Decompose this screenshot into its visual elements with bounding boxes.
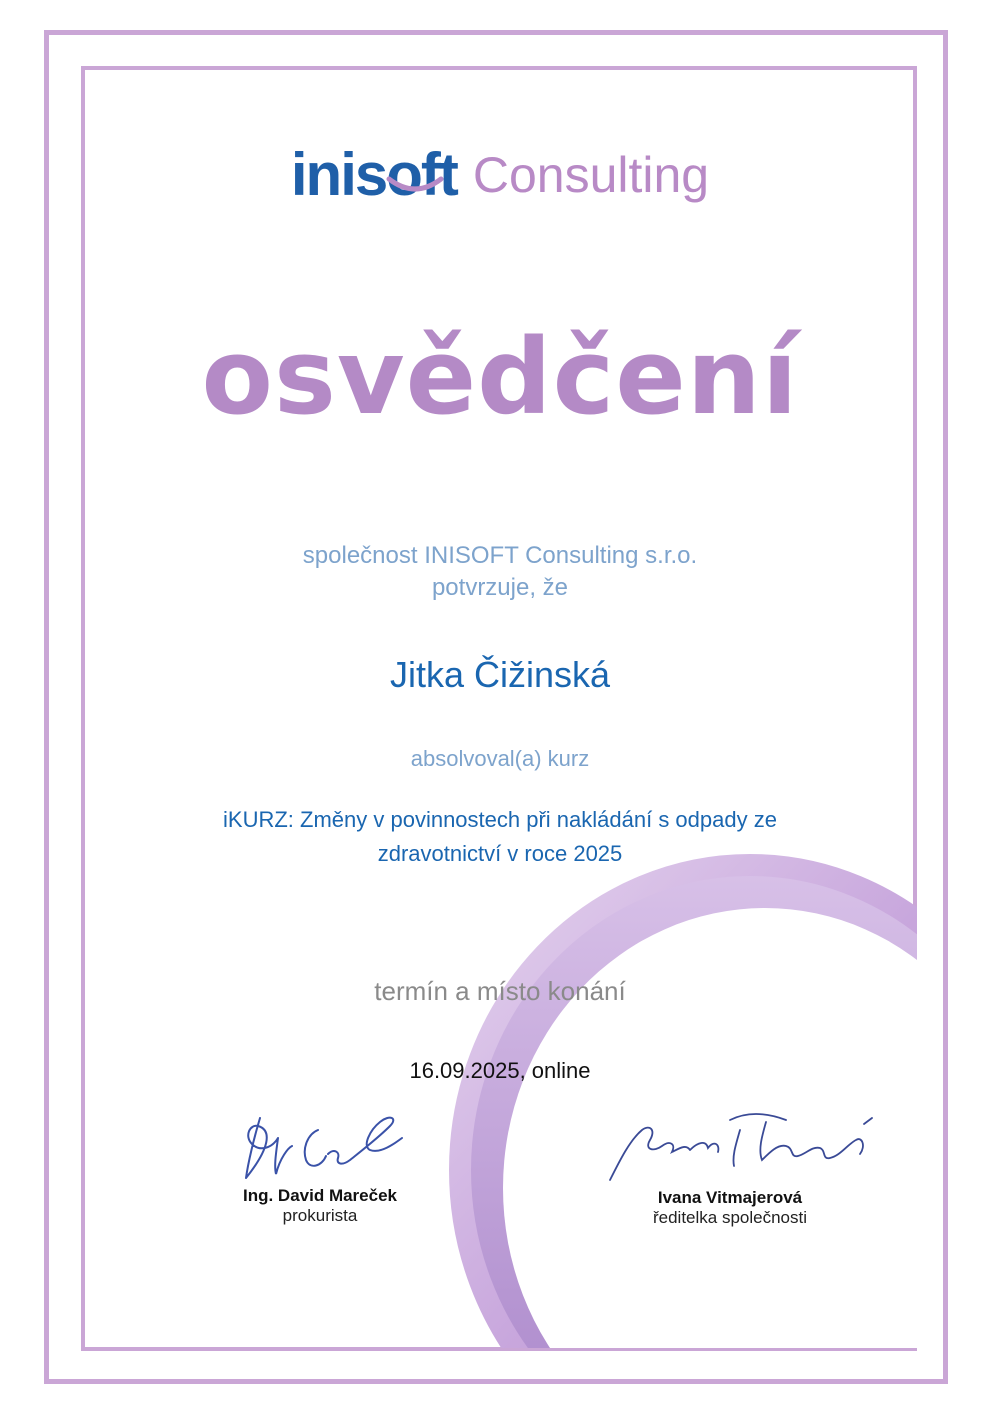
issuer-line: společnost INISOFT Consulting s.r.o. bbox=[302, 542, 698, 569]
issuer-statement bbox=[0, 540, 1000, 604]
signature-block-left bbox=[210, 1108, 430, 1226]
venue-label: termín a místo konání bbox=[374, 976, 626, 1006]
completed-course-label: absolvoval(a) kurz bbox=[410, 746, 590, 771]
course-title-line-1: iKURZ: Změny v povinnostech při nakládání s odpady ze bbox=[223, 807, 777, 832]
certificate-title: osvědčení bbox=[201, 316, 799, 438]
logo-mark-text: inisoft bbox=[290, 141, 457, 208]
confirms-line: potvrzuje, že bbox=[431, 574, 569, 601]
course-title bbox=[0, 803, 1000, 871]
handwritten-signature-mark bbox=[230, 1108, 410, 1186]
signature-block-right bbox=[590, 1100, 870, 1228]
logo-word-text: Consulting bbox=[472, 146, 710, 203]
course-title-line-2: zdravotnictví v roce 2025 bbox=[377, 841, 623, 866]
recipient-name: Jitka Čižinská bbox=[389, 654, 611, 695]
signatory-role: ředitelka společnosti bbox=[652, 1208, 808, 1227]
venue-date: 16.09.2025, online bbox=[409, 1058, 591, 1083]
company-logo bbox=[0, 140, 1000, 209]
signatory-name: Ing. David Mareček bbox=[242, 1186, 397, 1205]
signatory-name: Ivana Vitmajerová bbox=[657, 1188, 803, 1207]
signatory-role: prokurista bbox=[282, 1206, 358, 1225]
logo-swoosh-icon bbox=[385, 173, 445, 197]
handwritten-signature-mark bbox=[590, 1100, 880, 1188]
